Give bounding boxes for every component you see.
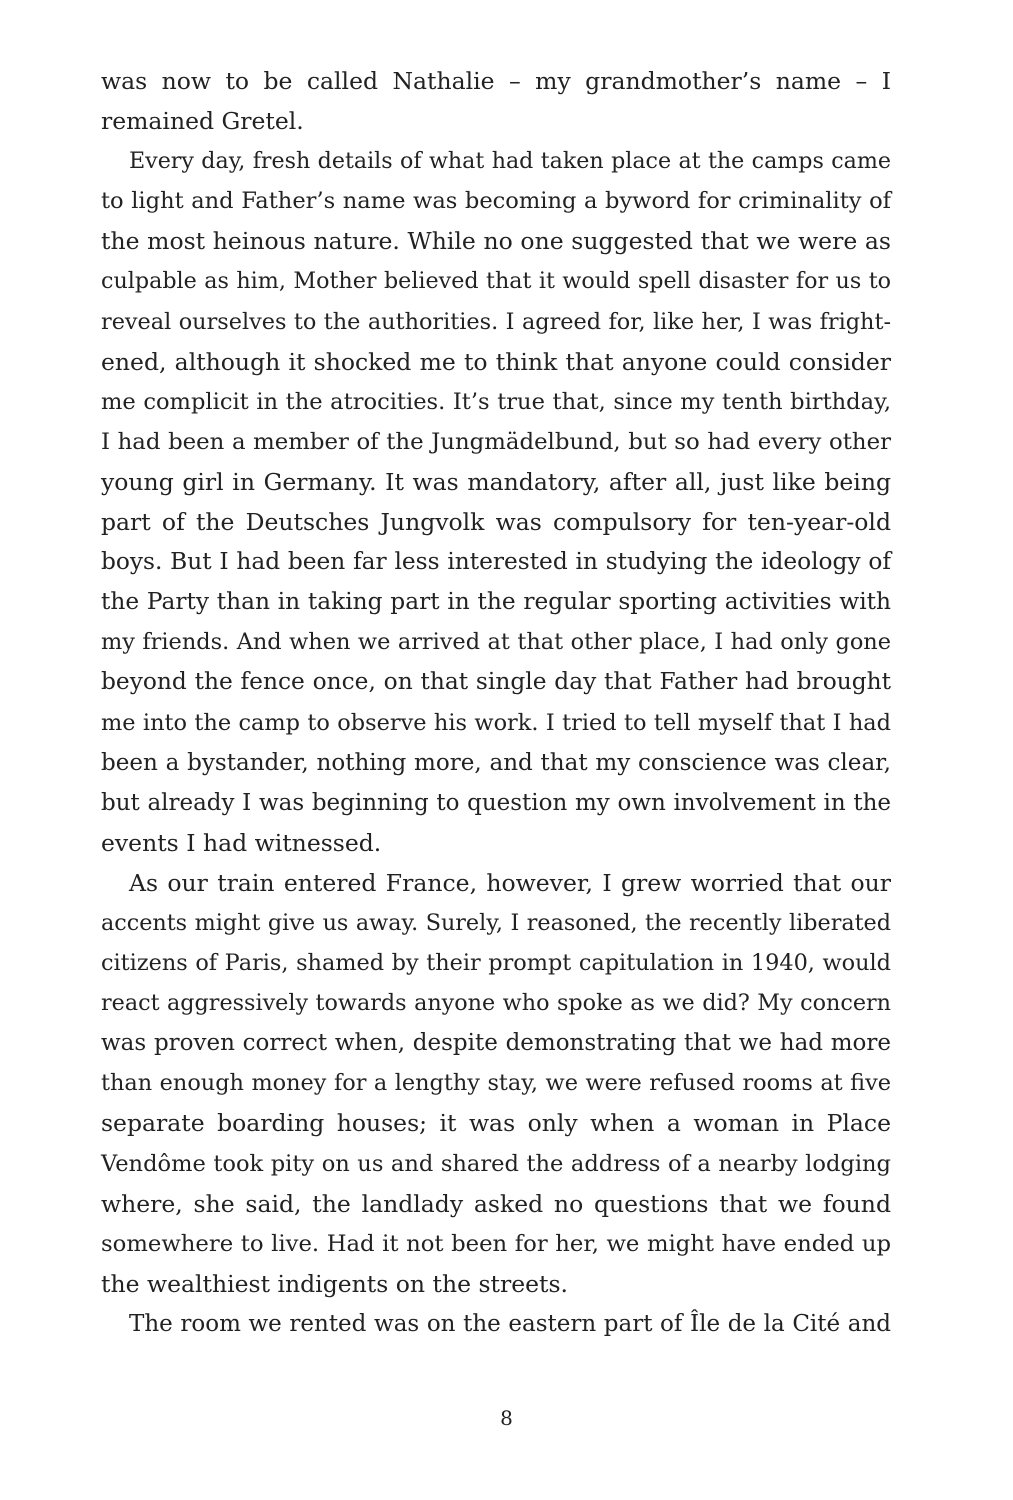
text-line: accents might give us away. Surely, I reasoned, the recently liberated (101, 909, 891, 936)
text-line: boys. But I had been far less interested in studying the ideology of (101, 548, 891, 576)
text-line: I had been a member of the Jungmädelbund, but so had every other (101, 428, 891, 455)
text-line: the most heinous nature. While no one suggested that we were as (101, 227, 891, 256)
text-line: somewhere to live. Had it not been for her, we might have ended up (101, 1230, 891, 1257)
text-line: separate boarding houses; it was only when a woman in Place (101, 1109, 891, 1138)
text-line: me complicit in the atrocities. It’s true that, since my tenth birthday, (101, 388, 891, 415)
body-text (101, 61, 891, 1344)
text-line: react aggressively towards anyone who spoke as we did? My concern (101, 990, 891, 1017)
text-line: the wealthiest indigents on the streets. (101, 1269, 568, 1298)
text-line: Every day, fresh details of what had taken place at the camps came (129, 148, 891, 175)
text-line: reveal ourselves to the authorities. I agreed for, like her, I was fright- (101, 308, 891, 335)
text-line: young girl in Germany. It was mandatory, after all, just like being (101, 467, 891, 496)
text-line: part of the Deutsches Jungvolk was compulsory for ten-year-old (101, 508, 891, 537)
text-line: than enough money for a lengthy stay, we were refused rooms at five (101, 1070, 891, 1097)
text-line: beyond the fence once, on that single day that Father had brought (101, 668, 891, 696)
text-line: where, she said, the landlady asked no questions that we found (101, 1189, 891, 1218)
text-line: was now to be called Nathalie – my grandmother’s name – I (101, 67, 891, 95)
text-line: culpable as him, Mother believed that it would spell disaster for us to (101, 268, 891, 295)
text-line: but already I was beginning to question my own involvement in the (101, 789, 891, 816)
text-line: the Party than in taking part in the regular sporting activities with (101, 588, 891, 616)
text-line: ened, although it shocked me to think that anyone could consider (101, 347, 891, 376)
text-line: Vendôme took pity on us and shared the address of a nearby lodging (101, 1150, 891, 1177)
text-line: events I had witnessed. (101, 828, 382, 857)
text-line: been a bystander, nothing more, and that my conscience was clear, (101, 749, 891, 776)
text-line: my friends. And when we arrived at that other place, I had only gone (101, 629, 891, 656)
text-line: citizens of Paris, shamed by their prompt capitulation in 1940, would (101, 950, 891, 977)
text-line: The room we rented was on the eastern part of Île de la Cité and (129, 1310, 891, 1337)
text-line: me into the camp to observe his work. I tried to tell myself that I had (101, 709, 891, 736)
text-line: was proven correct when, despite demonstrating that we had more (101, 1030, 891, 1057)
text-line: to light and Father’s name was becoming a byword for criminality of (101, 188, 891, 215)
page-number: 8 (500, 1406, 513, 1430)
text-line: remained Gretel. (101, 107, 304, 136)
text-line: As our train entered France, however, I grew worried that our (129, 868, 891, 897)
